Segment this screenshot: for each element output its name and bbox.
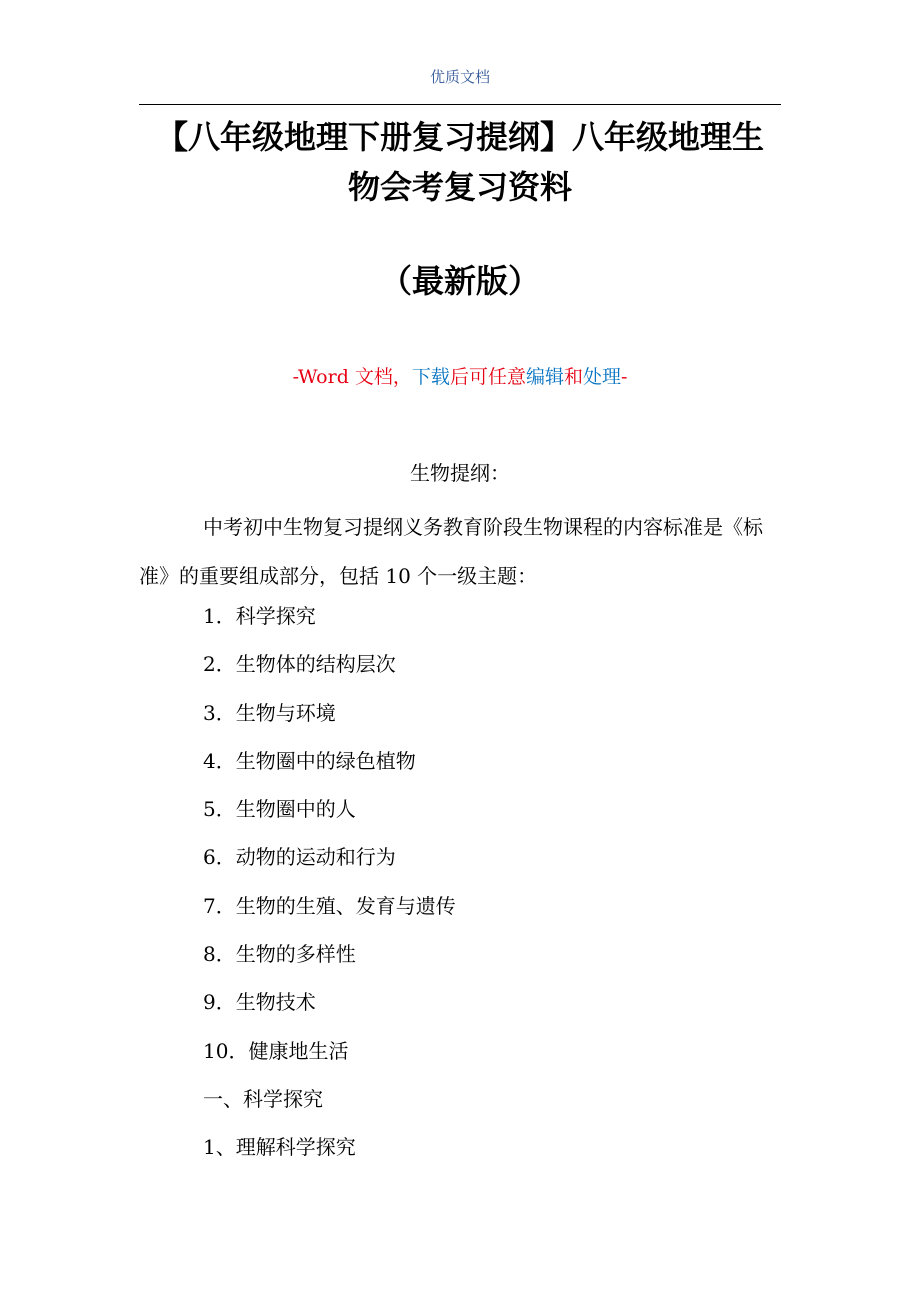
title-line-2: 物会考复习资料	[347, 168, 572, 206]
notice-part-7: -	[621, 366, 628, 388]
notice-part-1: -Word 文档，	[292, 366, 412, 388]
section-title: 生物提纲：	[410, 461, 510, 485]
list-item: 3．生物与环境	[203, 700, 336, 725]
word-notice	[0, 363, 920, 391]
list-item: 10．健康地生活	[203, 1038, 349, 1063]
list-item: 5．生物圈中的人	[203, 797, 356, 822]
edition-label: （最新版）	[379, 262, 540, 300]
page-header: 优质文档	[429, 68, 490, 86]
list-item: 1．科学探究	[203, 604, 316, 628]
list-item: 一、科学探究	[203, 1086, 323, 1111]
list-item: 9．生物技术	[203, 990, 316, 1015]
list-item: 4．生物圈中的绿色植物	[203, 748, 416, 773]
document-title	[139, 112, 781, 212]
intro-paragraph: 中考初中生物复习提纲义务教育阶段生物课程的内容标准是《标准》的重要组成部分，包括 10 个一级主题：	[139, 515, 763, 588]
notice-part-2: 下载	[411, 366, 450, 388]
topic-list	[203, 600, 456, 1180]
list-item: 8．生物的多样性	[203, 942, 356, 967]
header-divider	[139, 104, 781, 105]
list-item: 1、理解科学探究	[203, 1135, 356, 1160]
notice-part-5: 和	[563, 366, 583, 388]
list-item: 2．生物体的结构层次	[203, 652, 396, 677]
notice-part-4: 编辑	[525, 366, 564, 388]
list-item: 6．动物的运动和行为	[203, 845, 396, 870]
notice-part-6: 处理	[582, 366, 621, 388]
title-line-1: 【八年级地理下册复习提纲】八年级地理生	[155, 118, 764, 156]
list-item: 7．生物的生殖、发育与遗传	[203, 893, 456, 918]
notice-part-3: 后可任意	[449, 366, 526, 388]
